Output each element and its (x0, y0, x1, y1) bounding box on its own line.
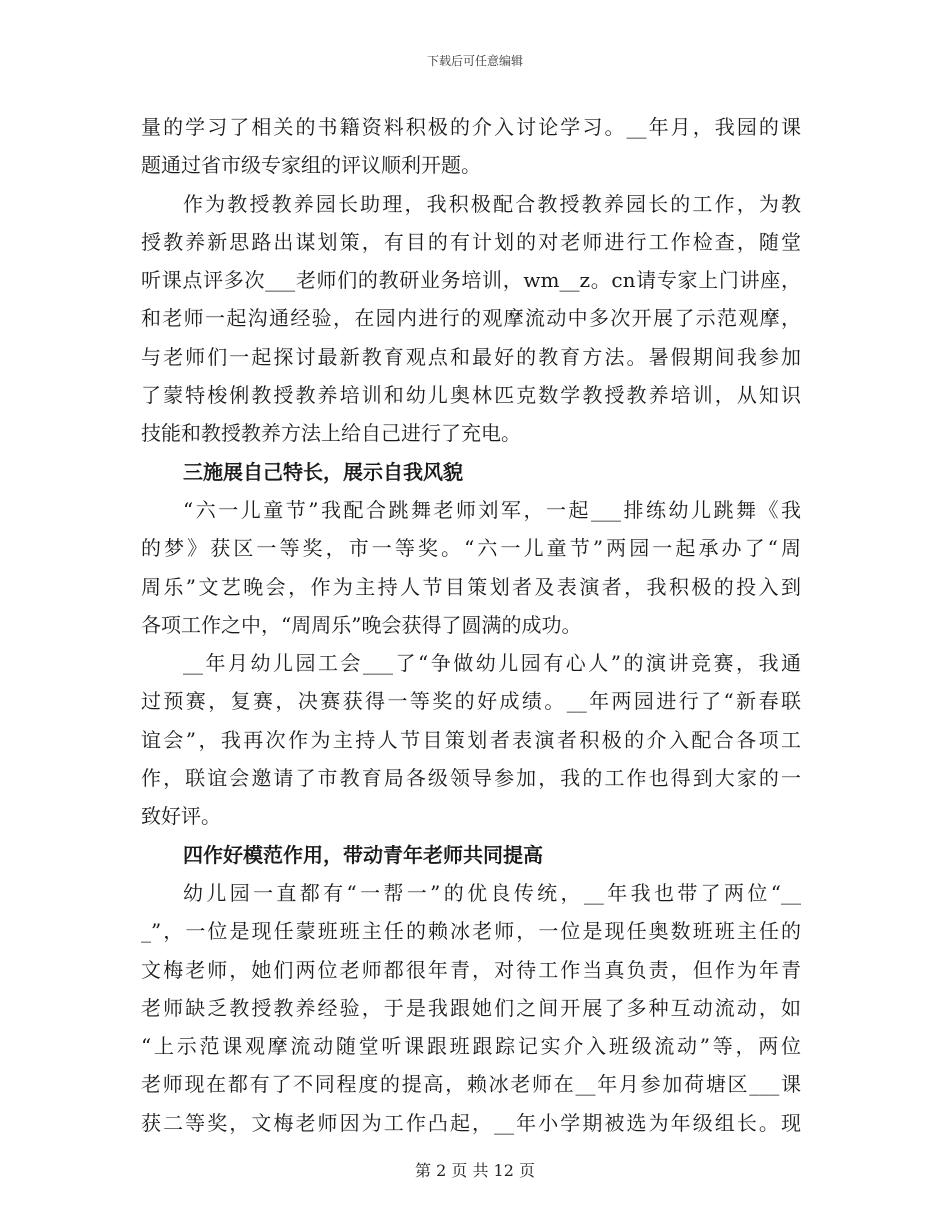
paragraph-line: 听课点评多次___老师们的教研业务培训，wm__z。cn请专家上门讲座， (141, 268, 801, 293)
paragraph-line: 老师缺乏教授教养经验，于是我跟她们之间开展了多种互动流动，如 (141, 995, 801, 1020)
paragraph-line: 过预赛，复赛，决赛获得一等奖的好成绩。__年两园进行了“新春联 (141, 689, 801, 714)
paragraph-line: 各项工作之中，“周周乐”晚会获得了圆满的成功。 (141, 612, 582, 637)
paragraph-line: 量的学习了相关的书籍资料积极的介入讨论学习。__年月，我园的课 (141, 115, 801, 139)
section-heading: 三施展自己特长，展示自我风貌 (183, 459, 463, 484)
paragraph-line: 谊会”，我再次作为主持人节目策划者表演者积极的介入配合各项工 (141, 727, 801, 752)
paragraph-line: 和老师一起沟通经验，在园内进行的观摩流动中多次开展了示范观摩， (141, 306, 801, 331)
paragraph-line: _”，一位是现任蒙班班主任的赖冰老师，一位是现任奥数班班主任的 (141, 919, 801, 944)
paragraph-line: 幼儿园一直都有“一帮一”的优良传统，__年我也带了两位“__ (183, 880, 801, 905)
paragraph-line: 的梦》获区一等奖，市一等奖。“六一儿童节”两园一起承办了“周 (141, 536, 801, 561)
document-body (141, 108, 801, 1142)
paragraph-line: 技能和教授教养方法上给自己进行了充电。 (141, 421, 521, 446)
paragraph-line: “上示范课观摩流动随堂听课跟班跟踪记实介入班级流动”等，两位 (141, 1034, 801, 1059)
paragraph-line: __年月幼儿园工会___了“争做幼儿园有心人”的演讲竞赛，我通 (183, 651, 801, 676)
paragraph-line: 致好评。 (141, 804, 221, 829)
page-header: 下载后可任意编辑 (426, 54, 523, 68)
paragraph-line: 文梅老师，她们两位老师都很年青，对待工作当真负责，但作为年青 (141, 957, 801, 982)
paragraph-line: 授教养新思路出谋划策，有目的有计划的对老师进行工作检查，随堂 (141, 229, 801, 254)
paragraph-line: “六一儿童节”我配合跳舞老师刘军，一起___排练幼儿跳舞《我 (183, 497, 801, 522)
paragraph-line: 了蒙特梭俐教授教养培训和幼儿奥林匹克数学教授教养培训，从知识 (141, 383, 801, 408)
paragraph-line: 作为教授教养园长助理，我积极配合教授教养园长的工作，为教 (183, 191, 801, 216)
paragraph-line: 作，联谊会邀请了市教育局各级领导参加，我的工作也得到大家的一 (141, 766, 801, 791)
paragraph-line: 周乐”文艺晚会，作为主持人节目策划者及表演者，我积极的投入到 (141, 574, 801, 599)
page-footer: 第 2 页 共 12 页 (415, 1161, 535, 1180)
section-heading: 四作好模范作用，带动青年老师共同提高 (183, 842, 543, 867)
paragraph-line: 获二等奖，文梅老师因为工作凸起，__年小学期被选为年级组长。现 (141, 1110, 801, 1135)
paragraph-line: 与老师们一起探讨最新教育观点和最好的教育方法。暑假期间我参加 (141, 344, 801, 369)
paragraph-line: 题通过省市级专家组的评议顺利开题。 (141, 153, 481, 178)
paragraph-line: 老师现在都有了不同程度的提高，赖冰老师在__年月参加荷塘区___课 (141, 1072, 801, 1097)
